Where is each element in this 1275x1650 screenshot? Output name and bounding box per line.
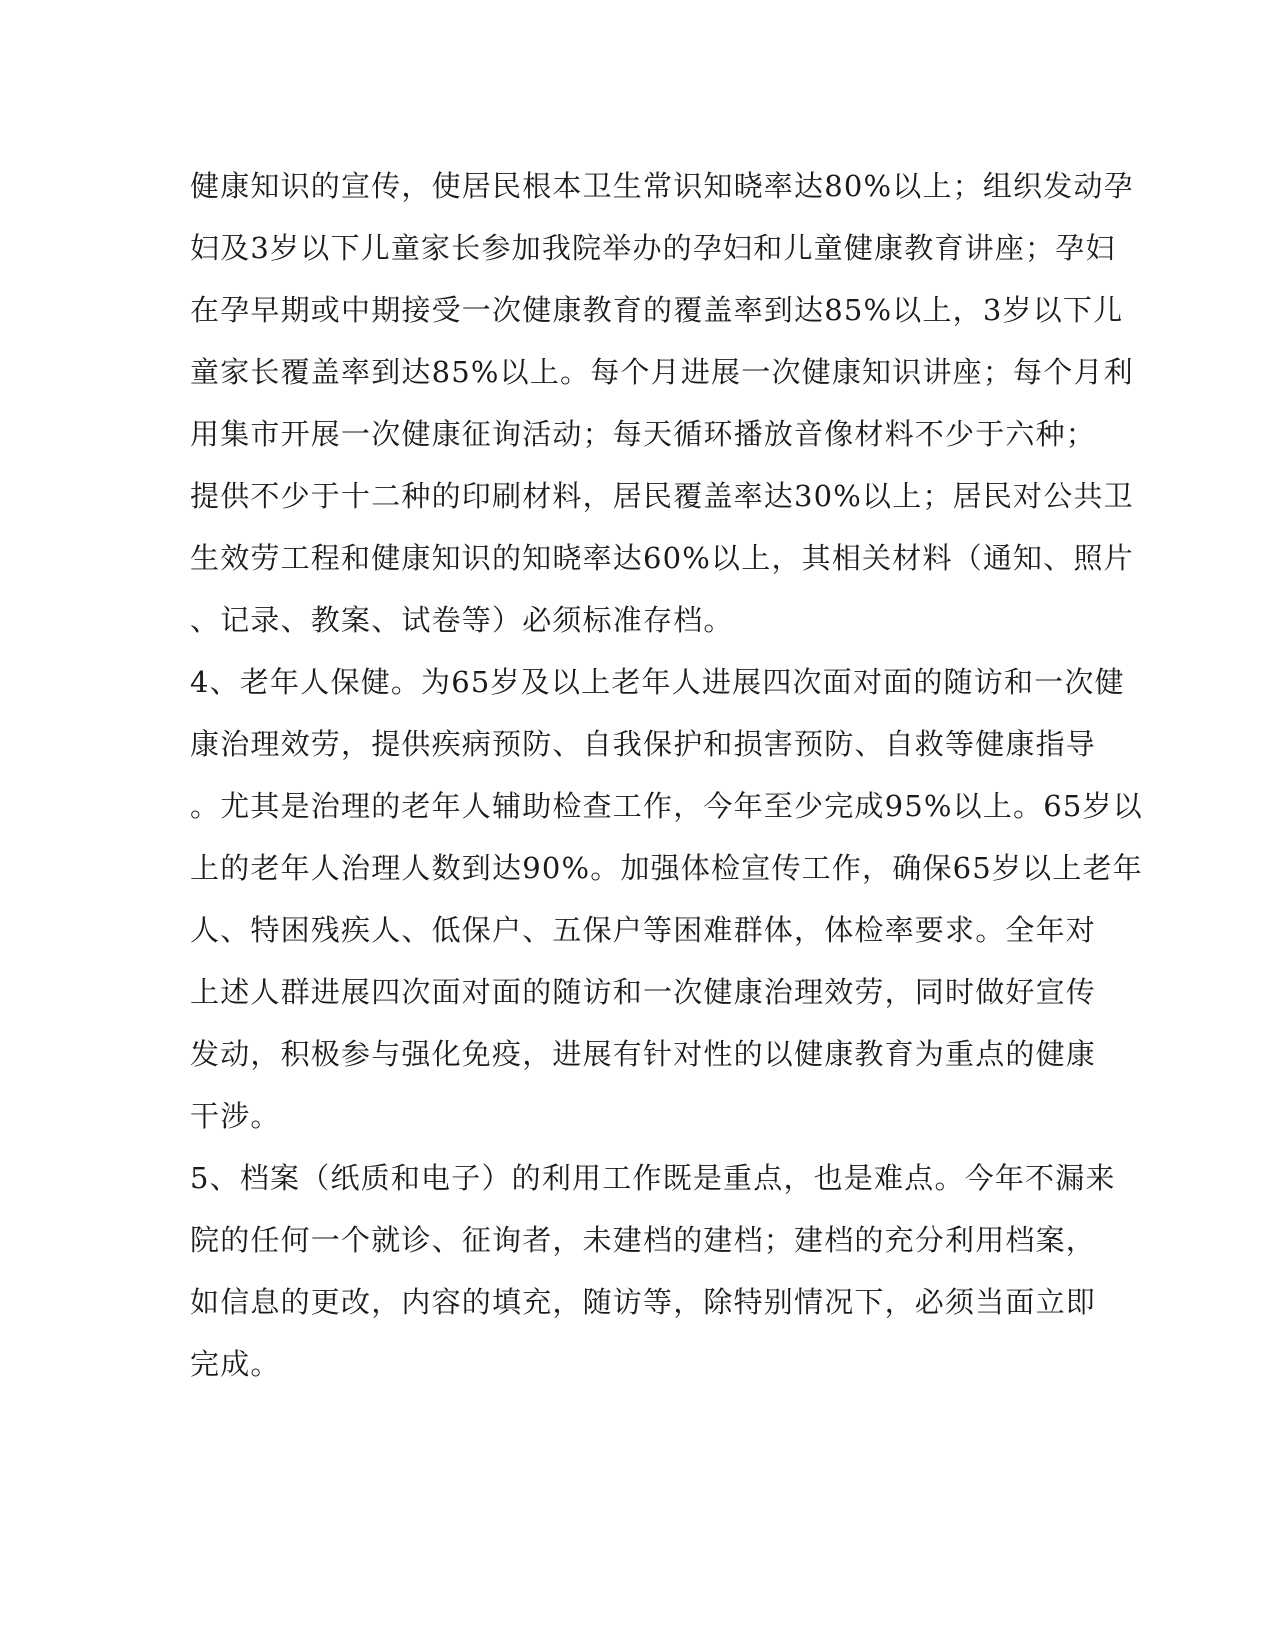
text-line: 在孕早期或中期接受一次健康教育的覆盖率到达85%以上，3岁以下儿 <box>190 293 1124 327</box>
text-line: 上的老年人治理人数到达90%。加强体检宣传工作，确保65岁以上老年 <box>190 851 1143 885</box>
paragraph-elderly-care <box>190 651 1143 1147</box>
text-line: 童家长覆盖率到达85%以上。每个月进展一次健康知识讲座；每个月利 <box>190 355 1134 389</box>
text-line: 5、档案（纸质和电子）的利用工作既是重点，也是难点。今年不漏来 <box>190 1161 1116 1195</box>
text-line: 完成。 <box>190 1347 281 1381</box>
text-line: 用集市开展一次健康征询活动；每天循环播放音像材料不少于六种； <box>190 417 1097 451</box>
text-line: 人、特困残疾人、低保户、五保户等困难群体，体检率要求。全年对 <box>190 913 1097 947</box>
text-line: 生效劳工程和健康知识的知晓率达60%以上，其相关材料（通知、照片 <box>190 541 1134 575</box>
text-line: 如信息的更改，内容的填充，随访等，除特别情况下，必须当面立即 <box>190 1285 1097 1319</box>
text-line: 4、老年人保健。为65岁及以上老年人进展四次面对面的随访和一次健 <box>190 665 1125 699</box>
text-line: 院的任何一个就诊、征询者，未建档的建档；建档的充分利用档案， <box>190 1223 1097 1257</box>
text-line: 干涉。 <box>190 1099 281 1133</box>
text-line: 康治理效劳，提供疾病预防、自我保护和损害预防、自救等健康指导 <box>190 727 1097 761</box>
document-page <box>190 155 1143 1395</box>
text-line: 妇及3岁以下儿童家长参加我院举办的孕妇和儿童健康教育讲座；孕妇 <box>190 231 1116 265</box>
paragraph-archives <box>190 1147 1116 1395</box>
text-line: 、记录、教案、试卷等）必须标准存档。 <box>190 603 734 637</box>
text-line: 上述人群进展四次面对面的随访和一次健康治理效劳，同时做好宣传 <box>190 975 1097 1009</box>
text-line: 。尤其是治理的老年人辅助检查工作，今年至少完成95%以上。65岁以 <box>190 789 1143 823</box>
paragraph-health-education <box>190 155 1134 651</box>
text-line: 提供不少于十二种的印刷材料，居民覆盖率达30%以上；居民对公共卫 <box>190 479 1134 513</box>
text-line: 健康知识的宣传，使居民根本卫生常识知晓率达80%以上；组织发动孕 <box>190 169 1134 203</box>
text-line: 发动，积极参与强化免疫，进展有针对性的以健康教育为重点的健康 <box>190 1037 1097 1071</box>
